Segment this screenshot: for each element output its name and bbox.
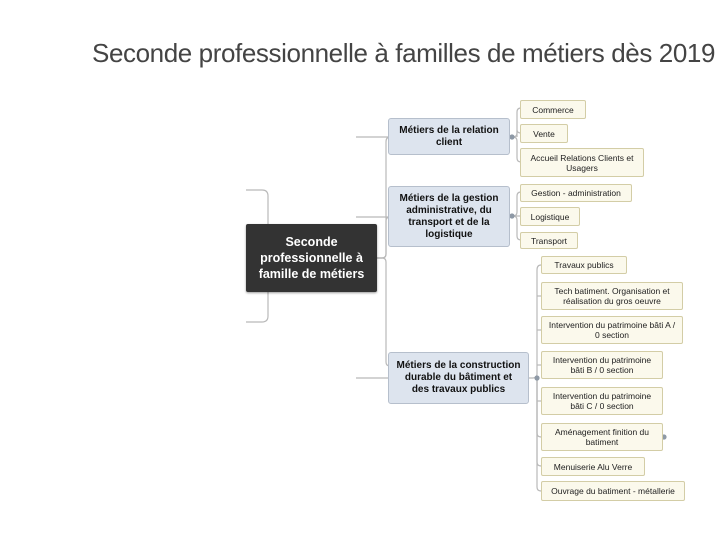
page-title: Seconde professionnelle à familles de métiers dès 2019 bbox=[92, 38, 716, 68]
branch-gestion-logistique[interactable]: Métiers de la gestion administrative, du transport et de la logistique bbox=[388, 186, 510, 247]
leaf-gros-oeuvre[interactable]: Tech batiment. Organisation et réalisation du gros oeuvre bbox=[541, 282, 683, 310]
root-node[interactable]: Seconde professionnelle à famille de métiers bbox=[246, 224, 377, 292]
leaf-amenagement-finition[interactable]: Aménagement finition du batiment bbox=[541, 423, 663, 451]
leaf-patrimoine-c[interactable]: Intervention du patrimoine bâti C / 0 section bbox=[541, 387, 663, 415]
leaf-commerce[interactable]: Commerce bbox=[520, 100, 586, 119]
leaf-transport[interactable]: Transport bbox=[520, 232, 578, 249]
leaf-vente[interactable]: Vente bbox=[520, 124, 568, 143]
leaf-patrimoine-a[interactable]: Intervention du patrimoine bâti A / 0 section bbox=[541, 316, 683, 344]
leaf-metallerie[interactable]: Ouvrage du batiment - métallerie bbox=[541, 481, 685, 501]
leaf-logistique[interactable]: Logistique bbox=[520, 207, 580, 226]
leaf-patrimoine-b[interactable]: Intervention du patrimoine bâti B / 0 section bbox=[541, 351, 663, 379]
leaf-menuiserie[interactable]: Menuiserie Alu Verre bbox=[541, 457, 645, 476]
leaf-gestion-administration[interactable]: Gestion - administration bbox=[520, 184, 632, 202]
branch-relation-client[interactable]: Métiers de la relation client bbox=[388, 118, 510, 155]
leaf-travaux-publics[interactable]: Travaux publics bbox=[541, 256, 627, 274]
leaf-accueil[interactable]: Accueil Relations Clients et Usagers bbox=[520, 148, 644, 177]
branch-construction[interactable]: Métiers de la construction durable du bâtiment et des travaux publics bbox=[388, 352, 529, 404]
